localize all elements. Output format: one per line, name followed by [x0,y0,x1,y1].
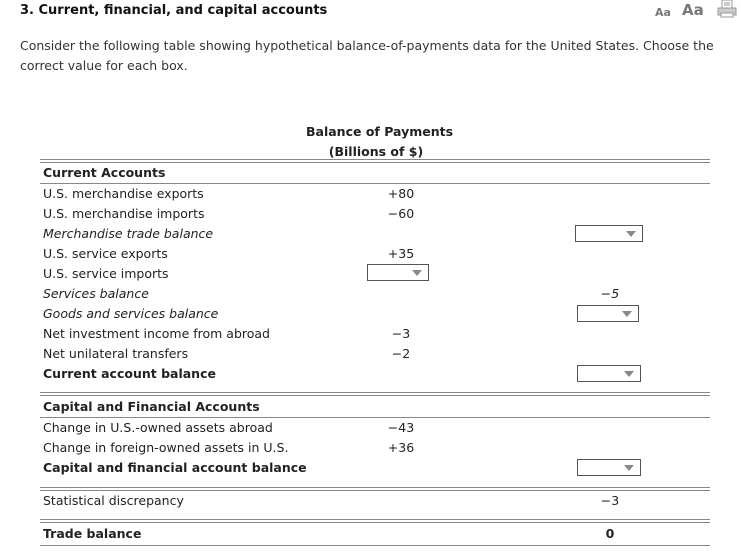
table-title-line1: Balance of Payments [306,124,454,139]
trade-balance-value: 0 [605,526,615,541]
table-bottom-rule [40,545,710,546]
capital-accounts-heading: Capital and Financial Accounts [43,399,260,414]
current-account-balance-label: Current account balance [43,366,216,381]
statistical-discrepancy-label: Statistical discrepancy [43,493,184,508]
current-account-balance-dropdown[interactable] [577,365,641,382]
increase-font-button[interactable]: Aa [682,1,704,19]
merch-imports-value: −60 [387,206,415,221]
foreign-owned-assets-label: Change in foreign-owned assets in U.S. [43,440,289,455]
goods-services-balance-dropdown[interactable] [577,305,639,322]
section-divider [40,519,710,523]
merch-trade-balance-dropdown[interactable] [575,225,643,242]
merch-imports-label: U.S. merchandise imports [43,206,205,221]
instructions-text: Consider the following table showing hypothetical balance-of-payments data for the United States. Choose the correct value for each box. [20,38,714,73]
decrease-font-button[interactable]: Aa [655,6,671,19]
services-balance-label: Services balance [43,286,149,301]
service-exports-value: +35 [387,246,415,261]
chevron-down-icon [622,311,632,317]
table-title [306,122,454,162]
foreign-owned-assets-value: +36 [387,440,415,455]
capital-balance-label: Capital and financial account balance [43,460,307,475]
table-top-rule [40,159,710,163]
services-balance-value: −5 [600,286,620,301]
us-owned-assets-value: −43 [387,420,415,435]
service-imports-label: U.S. service imports [43,266,169,281]
capital-balance-dropdown[interactable] [577,459,641,476]
statistical-discrepancy-value: −3 [600,493,620,508]
merch-trade-balance-label: Merchandise trade balance [43,226,214,241]
current-accounts-heading: Current Accounts [43,165,166,180]
service-imports-dropdown[interactable] [367,264,429,281]
chevron-down-icon [624,371,634,377]
table-title-line2: (Billions of $) [328,144,424,159]
chevron-down-icon [626,231,636,237]
printer-icon[interactable] [717,0,737,18]
section-divider [40,487,710,491]
merch-exports-value: +80 [387,186,415,201]
us-owned-assets-label: Change in U.S.-owned assets abroad [43,420,273,435]
trade-balance-label: Trade balance [43,526,142,541]
net-unilateral-value: −2 [391,346,411,361]
page-title: 3. Current, financial, and capital accounts [20,3,328,18]
chevron-down-icon [412,270,422,276]
service-exports-label: U.S. service exports [43,246,168,261]
goods-services-balance-label: Goods and services balance [43,306,219,321]
merch-exports-label: U.S. merchandise exports [43,186,204,201]
section-rule [40,183,710,184]
net-investment-income-label: Net investment income from abroad [43,326,270,341]
section-divider [40,392,710,396]
section-rule [40,417,710,418]
net-unilateral-label: Net unilateral transfers [43,346,189,361]
net-investment-income-value: −3 [391,326,411,341]
chevron-down-icon [624,465,634,471]
